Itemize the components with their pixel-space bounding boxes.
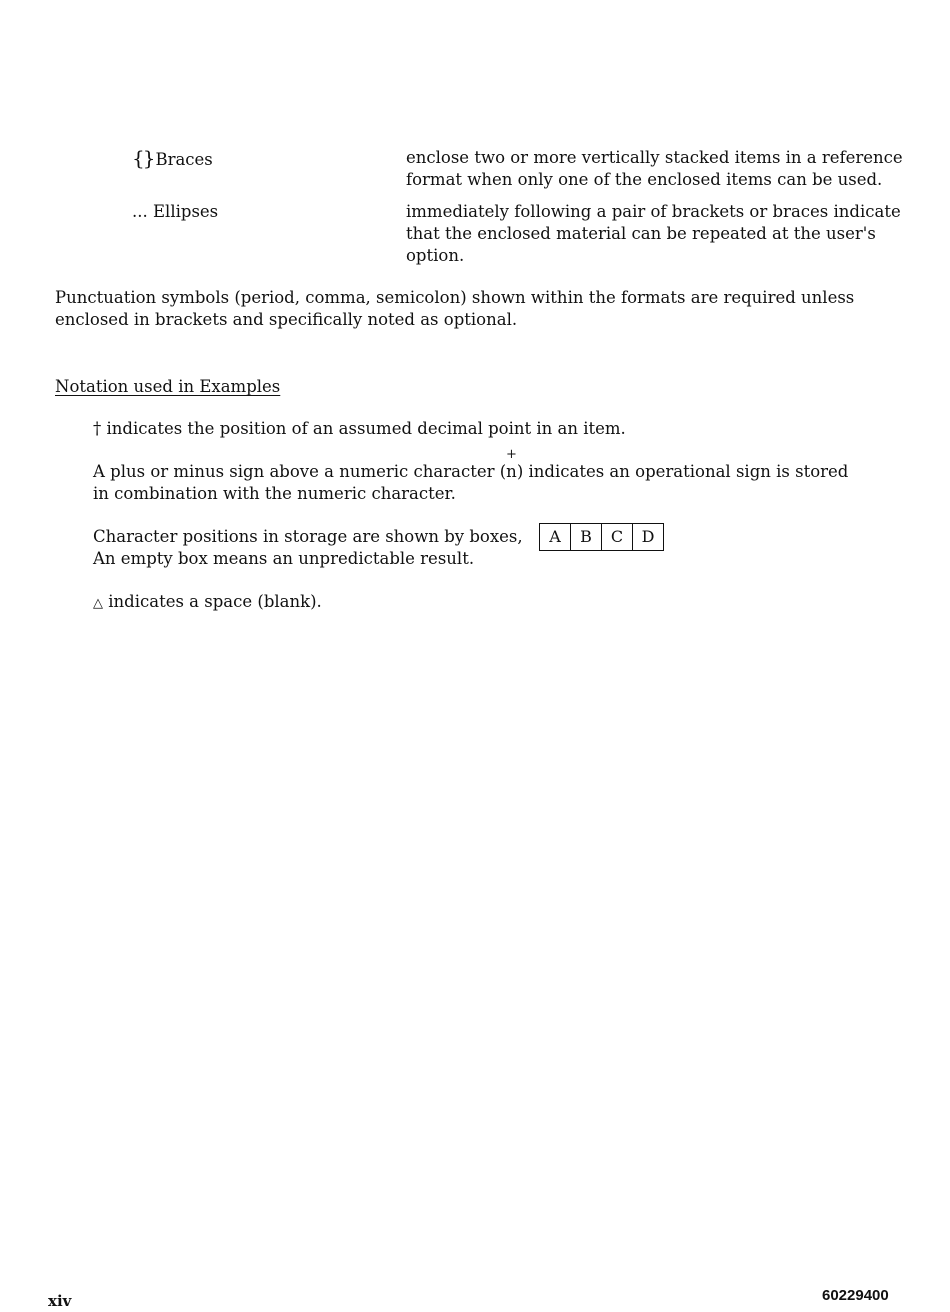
notation-boxes-line1: Character positions in storage are shown by boxes,: [93, 527, 523, 546]
storage-box: C: [602, 524, 633, 550]
term-braces: [132, 147, 213, 171]
notation-sign: [93, 447, 893, 505]
notation-sign-text-before: A plus or minus sign above a numeric character (: [93, 462, 507, 481]
punctuation-line: enclosed in brackets and specifically noted as optional.: [55, 310, 518, 329]
term-ellipses: [132, 201, 218, 223]
term-ellipses-label: Ellipses: [153, 202, 219, 221]
ellipses-icon: ...: [132, 202, 148, 221]
notation-boxes-line2: An empty box means an unpredictable result.: [93, 549, 475, 568]
definition-ellipses-line: option.: [406, 246, 465, 265]
document-number: 60229400: [822, 1287, 889, 1304]
notation-decimal-text: indicates the position of an assumed decimal point in an item.: [106, 419, 626, 438]
numeric-char: n: [506, 462, 517, 481]
notation-space-text: indicates a space (blank).: [108, 592, 322, 611]
definition-ellipses: [406, 201, 926, 267]
storage-box: A: [540, 524, 571, 550]
definition-braces-line: enclose two or more vertically stacked items in a reference: [406, 148, 903, 167]
definition-ellipses-line: immediately following a pair of brackets or braces indicate: [406, 202, 901, 221]
signed-numeric-char: [506, 447, 517, 483]
storage-box: D: [641, 527, 655, 546]
page-number: xiv: [48, 1292, 72, 1310]
notation-space: [93, 591, 322, 615]
notation-sign-line1: [93, 447, 893, 483]
notation-decimal: [93, 418, 626, 440]
plus-sign-icon: +: [506, 447, 517, 462]
storage-boxes: [539, 523, 664, 551]
definition-braces-line: format when only one of the enclosed items can be used.: [406, 170, 883, 189]
notation-sign-line2: in combination with the numeric character.: [93, 484, 456, 503]
punctuation-paragraph: [55, 287, 905, 331]
storage-box: B: [571, 524, 602, 550]
punctuation-line: Punctuation symbols (period, comma, semicolon) shown within the formats are required unless: [55, 288, 855, 307]
definition-braces: [406, 147, 926, 191]
notation-sign-text-after: ) indicates an operational sign is stored: [516, 462, 849, 481]
dagger-icon: †: [93, 419, 102, 438]
triangle-icon: △: [93, 596, 103, 611]
notation-heading: Notation used in Examples: [55, 377, 281, 396]
definition-ellipses-line: that the enclosed material can be repeated at the user's: [406, 224, 876, 243]
braces-icon: {}: [132, 146, 154, 170]
term-braces-label: Braces: [155, 150, 213, 169]
